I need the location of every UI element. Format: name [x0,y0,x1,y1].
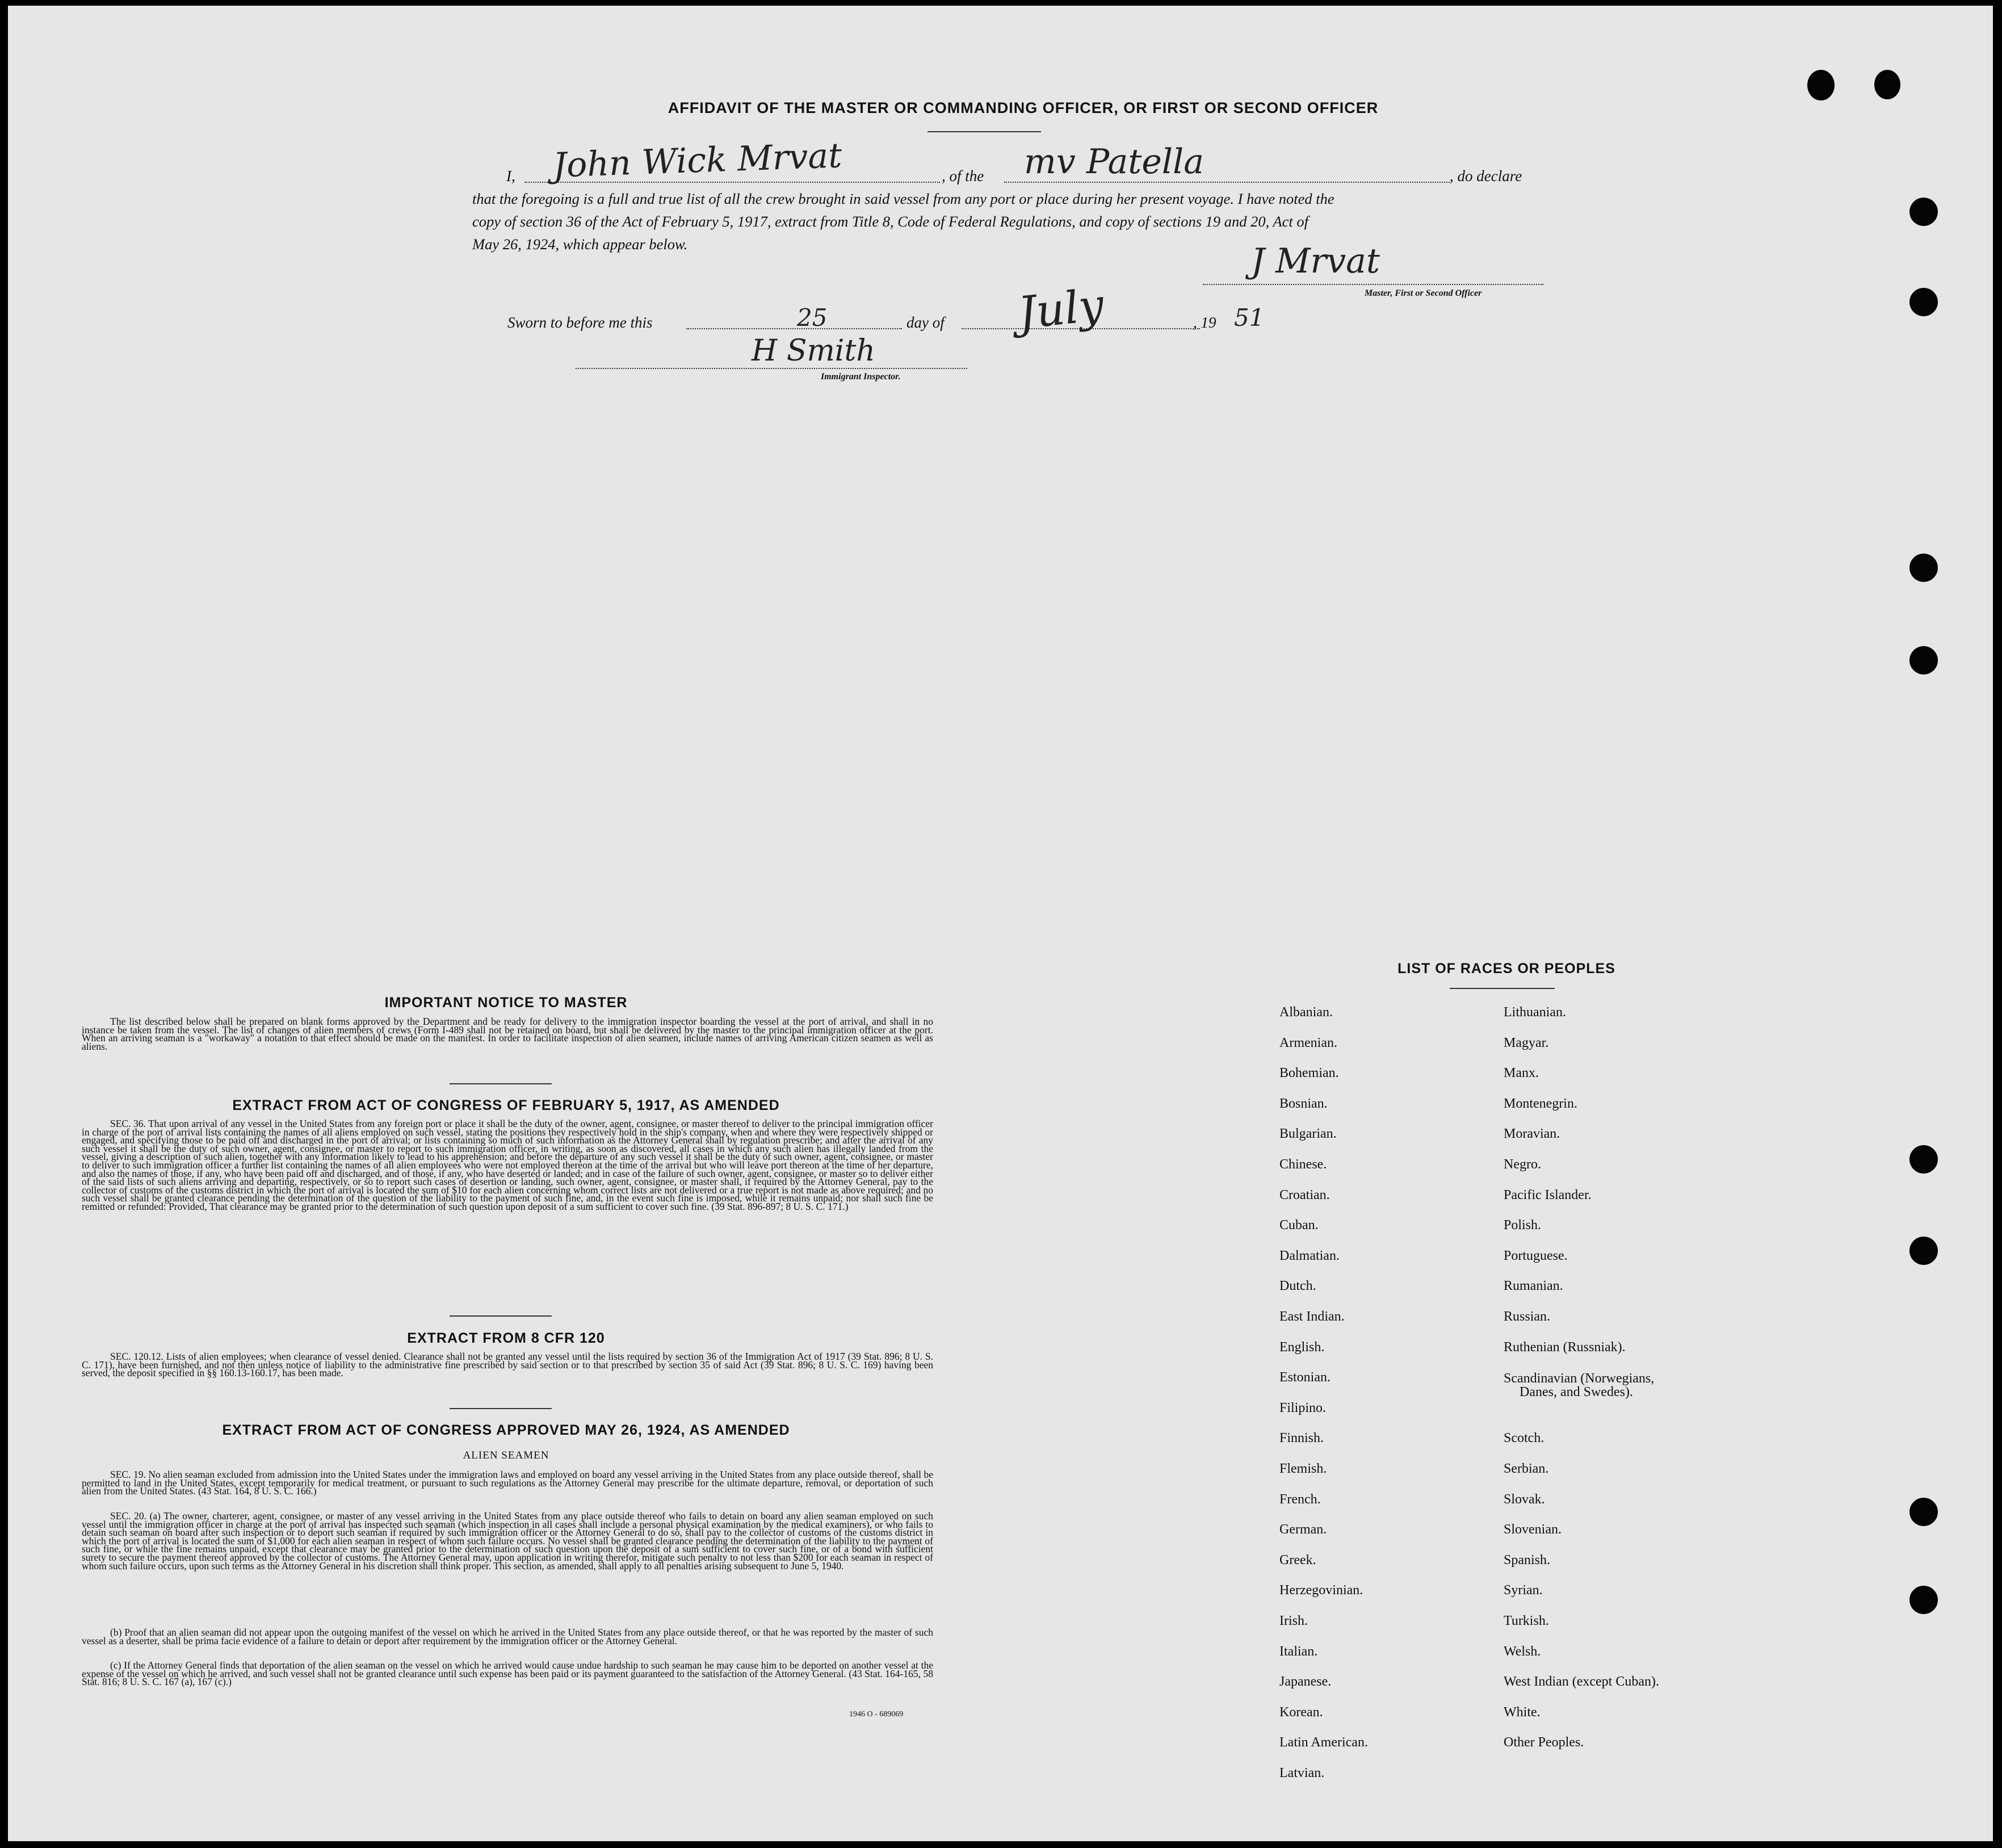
extract-1917-title: EXTRACT FROM ACT OF CONGRESS OF FEBRUARY 5, 1917, AS AMENDED [232,1097,780,1113]
document-page [8,6,1993,1841]
race-item: Japanese. [1279,1674,1332,1690]
race-item: Finnish. [1279,1431,1324,1446]
notice-rule [450,1083,552,1084]
inspector-label: Immigrant Inspector. [821,372,901,382]
race-item: Lithuanian. [1504,1005,1566,1020]
race-item: Polish. [1504,1218,1542,1233]
inspector-line [576,368,967,369]
race-item: Serbian. [1504,1461,1549,1476]
race-item: Magyar. [1504,1035,1549,1050]
punch-hole [1909,554,1938,582]
day-line [686,328,902,329]
title-underline [927,131,1041,132]
race-item: Albanian. [1279,1005,1333,1020]
extract-1917-text: SEC. 36. That upon arrival of any vessel in the United States from any foreign port or place it shall be the duty of the owner, agent, consignee, or master thereof to deliver to the principal immigration officer in charge of the port of arrival lists containing the names of all aliens employed on such vessel, stating the positions they respectively hold in the ship's company, when and where they were respectively shipped or engaged, and specifying those to be paid off and discharged in the port of arrival; or lists containing so much of such information as the Attorney General shall by regulation prescribe; and after the arrival of any such vessel it shall be the duty of such owner, agent, consignee, or master to report to such immigration officer, in writing, as soon as discovered, all cases in which any such alien has illegally landed from the vessel, giving a description of such alien, together with any information likely to lead to his apprehension; and before the departure of any such vessel it shall be the duty of such owner, agent, consignee, or master to deliver to such immigration officer a further list containing the names of all alien employees who were not employed thereon at the time of the arrival but who will leave port thereon at the time of her departure, and also the names of those, if any, who have been paid off and discharged, and of those, if any, who have deserted or landed; and in case of the failure of such owner, agent, consignee, or master so to deliver either of the said lists of such aliens arriving and departing, respectively, or so to report such cases of desertion or landing, such owner, agent, consignee, or master shall, if required by the Attorney General, pay to the collector of customs of the customs district in which the port of arrival is located the sum of $10 for each alien concerning whom correct lists are not delivered or a true report is not made as above required; and no such vessel shall be granted clearance pending the determination of the question of the liability to the payment of such fine, and, in the event such fine is imposed, while it remains unpaid; nor shall such fine be remitted or refunded: Provided, That clearance may be granted prior to the determination of such question upon deposit of a sum sufficient to cover such fine. (39 Stat. 896-897; 8 U. S. C. 171.) [82,1118,933,1212]
handwritten-year: 51 [1234,304,1265,332]
race-item: French. [1279,1491,1321,1507]
extract-1924-title: EXTRACT FROM ACT OF CONGRESS APPROVED MAY 26, 1924, AS AMENDED [222,1422,790,1438]
handwritten-day: 25 [797,304,828,332]
race-item: Manx. [1504,1066,1539,1081]
race-item: Bulgarian. [1279,1126,1337,1142]
sec-20b-text: (b) Proof that an alien seaman did not appear upon the outgoing manifest of the vessel on which he arrived in the United States from any place outside thereof, or that he was reported by the master of such vessel as a deserter, shall be prima facie evidence of a failure to detain or deport after requirement by the immigration officer or the Attorney General. [82,1627,933,1646]
race-item: Pacific Islander. [1504,1187,1592,1202]
race-item: Montenegrin. [1504,1096,1577,1111]
year-prefix: , 19 [1193,314,1216,331]
punch-hole [1874,70,1900,99]
race-item: East Indian. [1279,1309,1345,1324]
race-item: Ruthenian (Russniak). [1504,1339,1626,1355]
race-item: Negro. [1504,1157,1541,1172]
master-label: Master, First or Second Officer [1365,288,1482,298]
master-signature: J Mrvat [1251,241,1380,281]
i-label: I, [506,167,515,185]
affidavit-body-line2: copy of section 36 of the Act of February 5, 1917, extract from Title 8, Code of Federal Regulations, and copy of sections 19 and 20, Act of [472,213,1308,230]
vessel-line [1004,182,1450,183]
notice-text: The list described below shall be prepared on blank forms approved by the Department and be ready for delivery to the immigration inspector boarding the vessel at the port of arrival, and shall in no instance be taken from the vessel. The list of changes of alien members of crews (Form I-489 shall not be retained on board, but shall be delivered by the master to the principal immigration officer at the port. When an arriving seaman is a "workaway" a notation to that effect should be made on the manifest. In order to facilitate inspection of alien seamen, include names of arriving American citizen seamen as well as aliens. [82,1016,933,1052]
race-item: English. [1279,1339,1325,1355]
handwritten-month: July [1015,279,1106,340]
race-item: Scotch. [1504,1431,1544,1446]
race-item: Moravian. [1504,1126,1560,1142]
race-item: Croatian. [1279,1187,1330,1202]
extract-cfr-title: EXTRACT FROM 8 CFR 120 [407,1330,605,1346]
race-item: Dutch. [1279,1279,1316,1294]
punch-hole [1909,1145,1938,1174]
punch-hole [1909,198,1938,226]
day-of-label: day of [906,314,945,331]
race-item: Portuguese. [1504,1248,1568,1263]
race-item: Bosnian. [1279,1096,1328,1111]
race-item: Chinese. [1279,1157,1327,1172]
handwritten-vessel: mv Patella [1024,142,1204,182]
of-the-label: , of the [942,167,984,185]
punch-hole [1909,1586,1938,1614]
affidavit-title: AFFIDAVIT OF THE MASTER OR COMMANDING OFFICER, OR FIRST OR SECOND OFFICER [668,99,1379,116]
punch-hole [1909,646,1938,674]
race-item: Syrian. [1504,1583,1543,1598]
race-item: Turkish. [1504,1614,1549,1628]
race-item: West Indian (except Cuban). [1504,1674,1659,1690]
sec-20c-text: (c) If the Attorney General finds that deportation of the alien seaman on the vessel on which he arrived would cause undue hardship to such seaman he may cause him to be deported on another vessel at the expense of the vessel on which he arrived, and such vessel shall not be granted clearance until such expense has been paid or its payment guaranteed to the satisfaction of the Attorney General. (43 Stat. 164-165, 58 Stat. 816; 8 U. S. C. 167 (a), 167 (c).) [82,1660,933,1688]
race-item: Dalmatian. [1279,1248,1340,1263]
race-item: Estonian. [1279,1370,1331,1385]
race-item: Slovenian. [1504,1522,1562,1537]
races-title: LIST OF RACES OR PEOPLES [1397,961,1615,977]
extract-cfr-rule [450,1408,552,1409]
race-item: Cuban. [1279,1218,1319,1233]
printer-code: 1946 O - 689069 [849,1710,904,1719]
race-item: Slovak. [1504,1491,1545,1507]
race-item: Korean. [1279,1704,1323,1720]
race-item: Filipino. [1279,1400,1327,1415]
do-declare-label: , do declare [1450,167,1522,185]
inspector-signature: H Smith [752,334,875,368]
race-scandinavian-line1: Scandinavian (Norwegians, [1504,1371,1655,1386]
sworn-label: Sworn to before me this [507,314,653,331]
race-item: Greek. [1279,1552,1316,1568]
punch-hole [1807,70,1835,100]
race-item: Herzegovinian. [1279,1583,1363,1598]
race-item: Latvian. [1279,1766,1325,1780]
race-item: Spanish. [1504,1552,1551,1568]
extract-cfr-text: SEC. 120.12. Lists of alien employees; when clearance of vessel denied. Clearance shall not be granted any vessel until the lists required by section 36 of the Immigration Act of 1917 (39 Stat. 896; 8 U. S. C. 171), have been furnished, and not then unless notice of liability to the administrative fine prescribed by said section or to that prescribed by section 35 of said Act (39 Stat. 896; 8 U. S. C. 169) having been served, the deposit specified in §§ 160.13-160.17, has been made. [82,1351,933,1379]
race-item: White. [1504,1704,1541,1720]
sec-20a-text: SEC. 20. (a) The owner, charterer, agent, consignee, or master of any vessel arriving in the United States from any place outside thereof who fails to detain on board any alien seaman employed on such vessel until the immigration officer in charge at the port of arrival has inspected such seaman (which inspection in all cases shall include a personal physical examination by the medical examiners), or who fails to detain such seaman on board after such inspection or to deport such seaman if required by such immigration officer or the Attorney General to do so, shall pay to the collector of customs of the customs district in which the port of arrival is located the sum of $1,000 for each alien seaman in respect of whom such failure occurs. No vessel shall be granted clearance pending the determination of the liability to the payment of such fine, or while the fine remains unpaid, except that clearance may be granted prior to the determination of such question upon the deposit of a sum sufficient to cover such fine, or of a bond with sufficient surety to secure the payment thereof approved by the collector of customs. The Attorney General may, upon application in writing therefor, mitigate such penalty to not less than $200 for each seaman in respect of whom such failure occurs, upon such terms as the Attorney General in his discretion shall think proper. This section, as amended, shall apply to all penalties arising subsequent to June 5, 1940. [82,1510,933,1572]
race-item: Rumanian. [1504,1279,1563,1294]
race-item [1504,1372,1654,1399]
race-item: Italian. [1279,1644,1318,1659]
handwritten-name: John Wick Mrvat [552,136,843,186]
extract-1917-rule [450,1315,552,1317]
race-item: Other Peoples. [1504,1735,1584,1750]
race-item: German. [1279,1522,1327,1537]
alien-seamen-subtitle: ALIEN SEAMEN [463,1449,549,1461]
race-item: Latin American. [1279,1735,1368,1750]
sec-19-text: SEC. 19. No alien seaman excluded from admission into the United States under the immigration laws and employed on board any vessel arriving in the United States from any place outside thereof, shall be permitted to land in the United States, except temporarily for medical treatment, or pursuant to such regulations as the Attorney General may prescribe for the ultimate departure, removal, or deportation of such alien from the United States. (43 Stat. 164, 8 U. S. C. 166.) [82,1469,933,1497]
race-item: Bohemian. [1279,1066,1339,1081]
race-scandinavian-line2: Danes, and Swedes). [1520,1385,1633,1399]
race-item: Welsh. [1504,1644,1541,1659]
race-item: Flemish. [1279,1461,1327,1476]
affidavit-body-line1: that the foregoing is a full and true list of all the crew brought in said vessel from any port or place during her present voyage. I have noted the [472,190,1334,207]
race-item: Irish. [1279,1614,1308,1628]
notice-title: IMPORTANT NOTICE TO MASTER [384,995,628,1011]
affidavit-body-line3: May 26, 1924, which appear below. [472,236,688,253]
race-item: Russian. [1504,1309,1551,1324]
races-rule [1450,988,1555,989]
race-item: Armenian. [1279,1035,1337,1050]
punch-hole [1909,1498,1938,1526]
master-signature-line [1203,284,1543,285]
punch-hole [1909,288,1938,316]
punch-hole [1909,1237,1938,1265]
